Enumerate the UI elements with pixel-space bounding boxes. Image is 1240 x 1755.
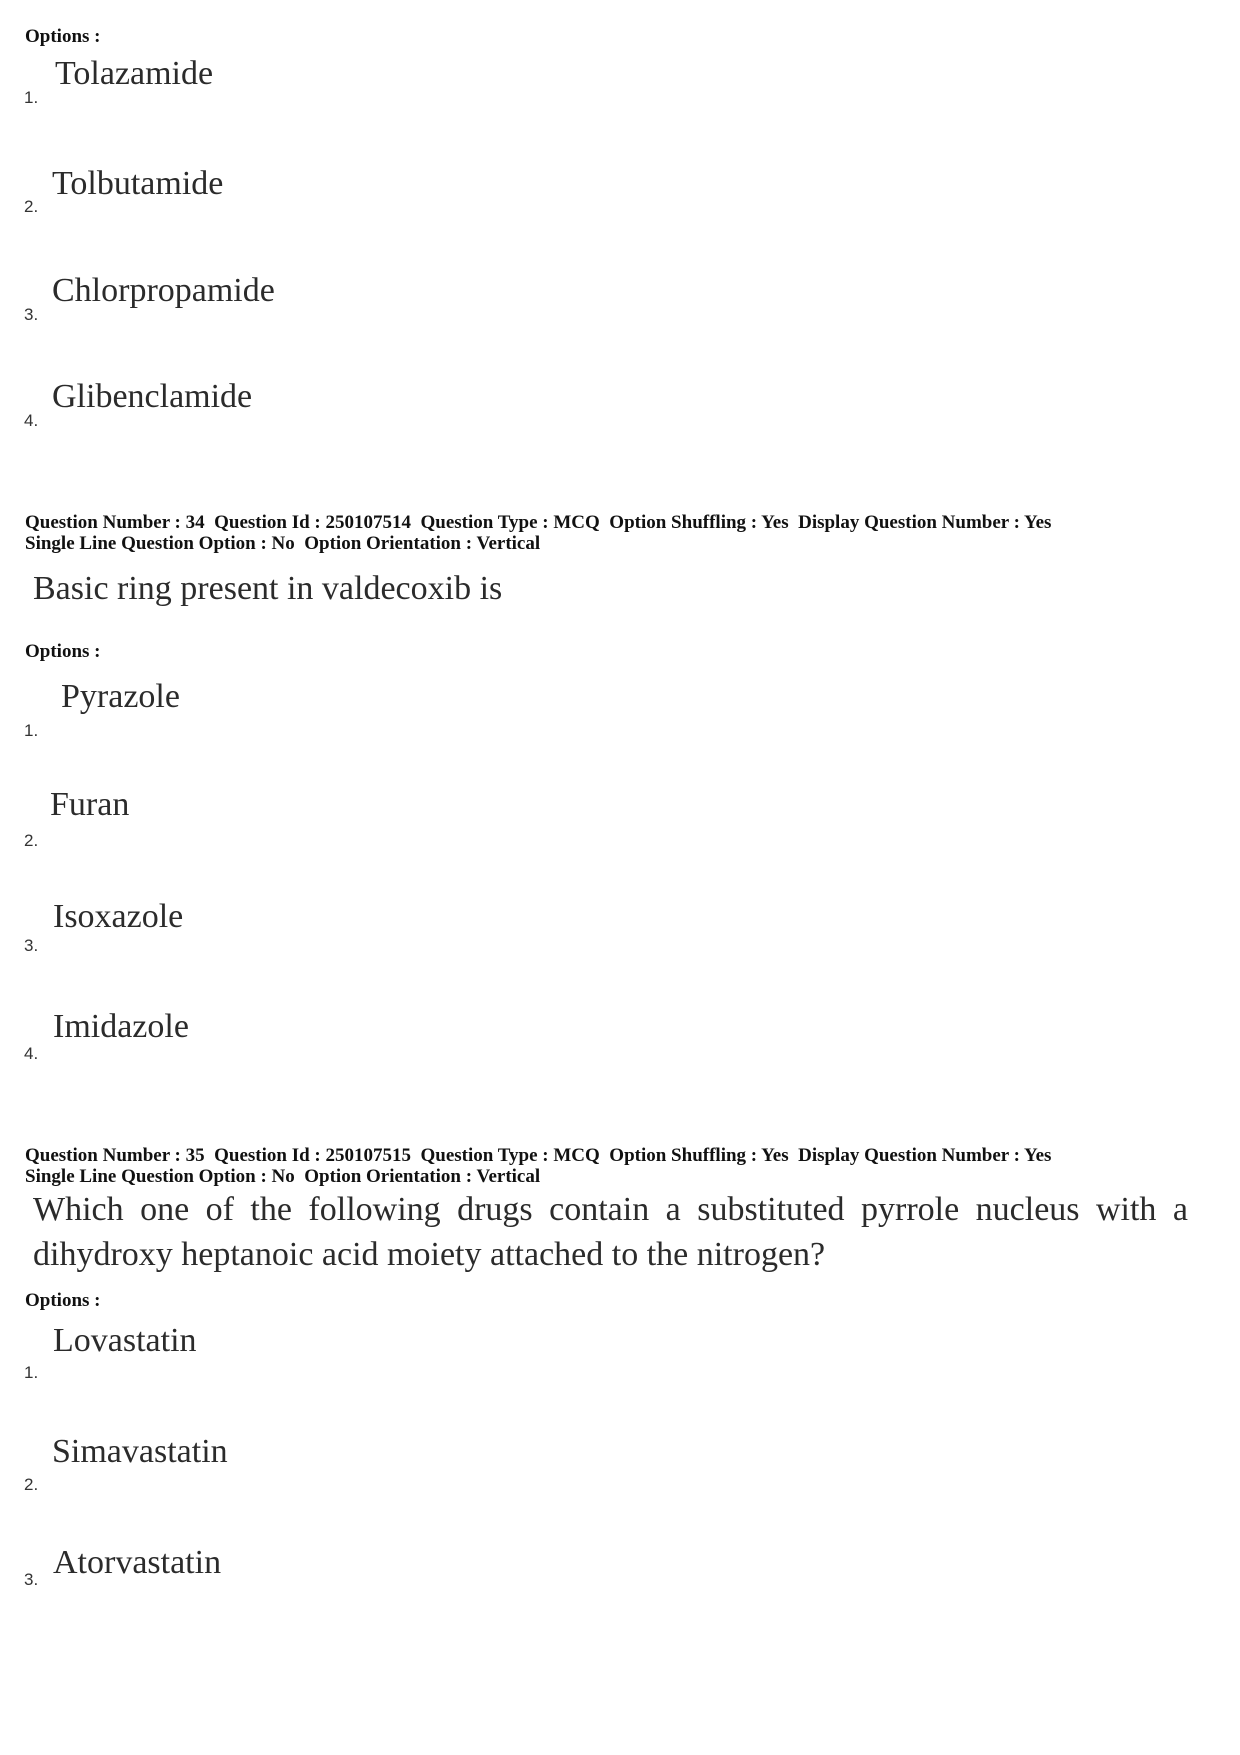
question-text-line2: dihydroxy heptanoic acid moiety attached to the nitrogen? (33, 1236, 826, 1273)
options-label: Options : (25, 1290, 101, 1311)
question-meta-line2: Single Line Question Option : No Option Orientation : Vertical (25, 533, 541, 554)
options-label: Options : (25, 26, 101, 47)
option-text: Chlorpropamide (52, 272, 275, 309)
option-text: Furan (50, 786, 130, 823)
option-number: 2. (24, 197, 39, 216)
option-text: Imidazole (53, 1008, 189, 1045)
option-number: 4. (24, 1044, 39, 1063)
option-number: 1. (24, 1363, 39, 1382)
option-text: Lovastatin (53, 1322, 197, 1359)
option-text: Pyrazole (61, 678, 180, 715)
option-number: 4. (24, 411, 39, 430)
option-text: Atorvastatin (53, 1544, 222, 1581)
option-number: 1. (24, 721, 39, 740)
option-number: 2. (24, 1475, 39, 1494)
option-number: 3. (24, 936, 39, 955)
question-meta-line1: Question Number : 35 Question Id : 250107515 Question Type : MCQ Option Shuffling : Yes Display Question Number : Yes (25, 1145, 1052, 1166)
option-text: Tolbutamide (52, 165, 224, 202)
question-text-line1: Which one of the following drugs contain a substituted pyrrole nucleus with a (33, 1191, 1188, 1228)
question-meta-line2: Single Line Question Option : No Option Orientation : Vertical (25, 1166, 541, 1187)
option-text: Glibenclamide (52, 378, 253, 415)
option-number: 3. (24, 305, 39, 324)
option-number: 1. (24, 88, 39, 107)
option-text: Tolazamide (55, 55, 214, 92)
options-label: Options : (25, 641, 101, 662)
question-meta-line1: Question Number : 34 Question Id : 250107514 Question Type : MCQ Option Shuffling : Yes Display Question Number : Yes (25, 512, 1052, 533)
question-text: Basic ring present in valdecoxib is (33, 570, 503, 607)
option-text: Isoxazole (53, 898, 184, 935)
option-text: Simavastatin (52, 1433, 228, 1470)
option-number: 2. (24, 831, 39, 850)
option-number: 3. (24, 1570, 39, 1589)
